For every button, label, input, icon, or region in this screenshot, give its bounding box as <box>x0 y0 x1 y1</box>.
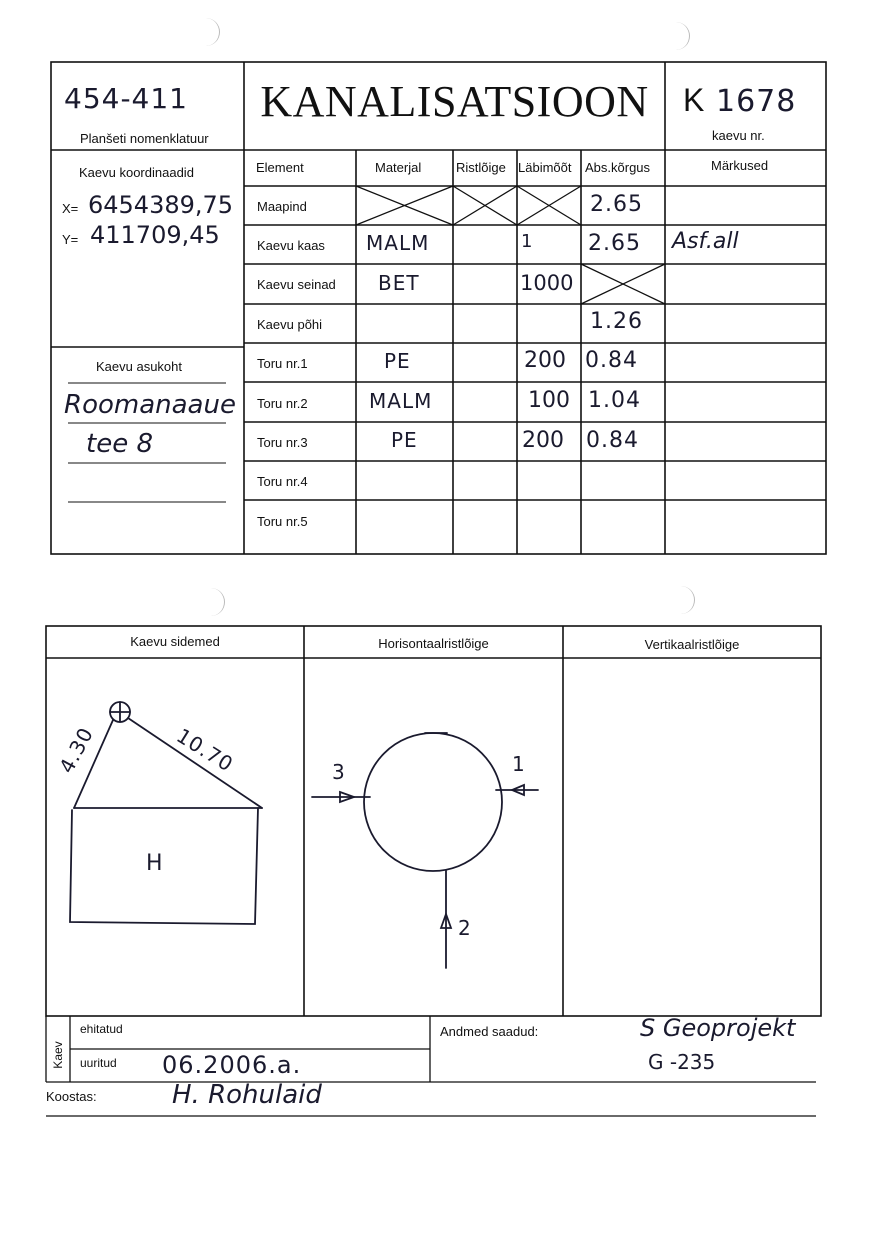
table-row-element: Toru nr.2 <box>257 396 308 411</box>
x-coordinate-value: 6454389,75 <box>88 191 234 219</box>
table-cell-materjal: PE <box>384 349 411 373</box>
distance-left-label: 4.30 <box>54 722 99 778</box>
table-row-element: Kaevu seinad <box>257 277 336 292</box>
table-header-abs-korgus: Abs.kõrgus <box>585 160 651 175</box>
well-side-label <box>48 1034 68 1074</box>
table-cell-abs: 0.84 <box>585 348 638 373</box>
x-coordinate-label: X= <box>62 201 79 216</box>
table-cell-materjal: BET <box>378 271 420 295</box>
table-cell-abs: 2.65 <box>590 192 643 217</box>
well-number: 1678 <box>716 84 797 119</box>
table-cell-abs: 2.65 <box>588 231 641 256</box>
location-line-2: tee 8 <box>86 429 153 459</box>
plansheet-value: 454-411 <box>64 82 188 115</box>
table-cell-labimoot: 1000 <box>520 271 574 295</box>
table-header-labimoot: Läbimõõt <box>518 160 572 175</box>
table-header-ristloige: Ristlõige <box>456 160 506 175</box>
y-coordinate-value: 411709,45 <box>90 221 220 249</box>
pipe-3-label: 3 <box>332 760 346 784</box>
plansheet-label: Planšeti nomenklatuur <box>80 131 209 146</box>
table-row-element: Kaevu põhi <box>257 317 323 332</box>
table-header-element: Element <box>256 160 304 175</box>
distance-right-label: 10.70 <box>172 723 238 777</box>
table-cell-materjal: MALM <box>369 389 433 413</box>
table-cell-markused: Asf.all <box>672 229 739 254</box>
table-cell-materjal: PE <box>391 428 418 452</box>
pipe-1-label: 1 <box>512 752 526 776</box>
table-header-markused: Märkused <box>711 158 769 173</box>
author-signature: H. Rohulaid <box>172 1080 322 1110</box>
table-cell-labimoot: 200 <box>524 348 566 373</box>
table-row-element: Toru nr.4 <box>257 474 308 489</box>
well-side-label-text: Kaev <box>51 1041 65 1069</box>
built-label: ehitatud <box>80 1022 123 1036</box>
section-header-horizontal: Horisontaalristlõige <box>378 636 489 651</box>
location-label: Kaevu asukoht <box>96 359 183 374</box>
table-cell-labimoot: 1 <box>521 231 534 252</box>
data-source-label: Andmed saadud: <box>440 1024 539 1039</box>
section-header-vertical: Vertikaalristlõige <box>644 637 740 652</box>
building-label: H <box>146 851 164 876</box>
author-label: Koostas: <box>46 1089 97 1104</box>
table-row-element: Kaevu kaas <box>257 238 325 253</box>
data-source-value: S Geoprojekt <box>640 1014 796 1042</box>
table-cell-abs: 1.26 <box>590 309 643 334</box>
table-row-element: Toru nr.3 <box>257 435 308 450</box>
table-cell-abs: 0.84 <box>586 428 639 453</box>
pipe-2-label: 2 <box>458 916 472 940</box>
well-prefix: K <box>683 82 705 118</box>
table-cell-labimoot: 200 <box>522 428 564 453</box>
y-coordinate-label: Y= <box>62 232 79 247</box>
table-row-element: Maapind <box>257 199 307 214</box>
table-header-materjal: Materjal <box>375 160 422 175</box>
location-line-1: Roomanaaue <box>64 390 236 420</box>
table-row-element: Toru nr.5 <box>257 514 308 529</box>
table-cell-labimoot: 100 <box>528 388 570 413</box>
form-title: KANALISATSIOON <box>260 77 649 126</box>
surveyed-label: uuritud <box>80 1056 117 1070</box>
section-header-links: Kaevu sidemed <box>130 634 220 649</box>
well-number-label: kaevu nr. <box>712 128 765 143</box>
table-cell-materjal: MALM <box>366 231 430 255</box>
table-cell-abs: 1.04 <box>588 388 641 413</box>
coordinates-label: Kaevu koordinaadid <box>79 165 194 180</box>
surveyed-date: 06.2006.a. <box>162 1051 302 1079</box>
table-row-element: Toru nr.1 <box>257 356 308 371</box>
data-source-ref: G -235 <box>648 1050 716 1074</box>
